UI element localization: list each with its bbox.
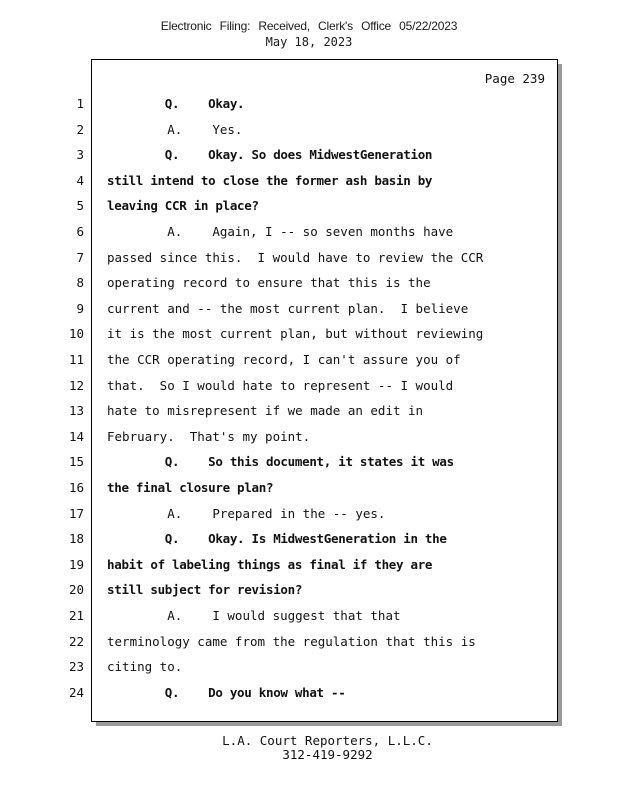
transcript-line: habit of labeling things as final if they are [107,557,433,572]
line-number: 8 [76,275,84,290]
line-number: 17 [68,506,84,521]
line-number: 4 [76,173,84,188]
deposition-date: May 18, 2023 [265,35,353,49]
line-number: 21 [68,608,84,623]
transcript-line: terminology came from the regulation that this is [107,634,476,649]
transcript-line: it is the most current plan, but without reviewing [107,326,484,341]
line-number: 19 [68,557,84,572]
transcript-line: A. Prepared in the -- yes. [107,506,386,521]
line-number: 22 [68,634,84,649]
transcript-line: February. That's my point. [107,429,311,444]
transcript-line: citing to. [107,659,183,674]
reporter-company: L.A. Court Reporters, L.L.C. [222,733,433,748]
line-number: 11 [68,352,84,367]
transcript-line: A. I would suggest that that [107,608,401,623]
transcript-line: passed since this. I would have to review the CCR [107,250,484,265]
line-number: 16 [68,480,84,495]
page-number: Page 239 [484,71,545,86]
reporter-phone: 312-419-9292 [282,747,373,762]
transcript-line: current and -- the most current plan. I believe [107,301,469,316]
transcript-line: A. Again, I -- so seven months have [107,224,454,239]
transcript-line: the CCR operating record, I can't assure you of [107,352,461,367]
transcript-line: Q. Okay. So does MidwestGeneration [107,147,433,162]
line-number: 2 [76,122,84,137]
transcript-line: Q. Okay. Is MidwestGeneration in the [107,531,447,546]
transcript-line: still subject for revision? [107,582,303,597]
transcript-line: leaving CCR in place? [107,198,259,213]
transcript-line: that. So I would hate to represent -- I would [107,378,454,393]
transcript-line: A. Yes. [107,122,243,137]
line-number: 18 [68,531,84,546]
line-number: 3 [76,147,84,162]
line-number: 1 [76,96,84,111]
transcript-line: Q. Okay. [107,96,245,111]
line-number: 23 [68,659,84,674]
line-number: 15 [68,454,84,469]
line-number: 13 [68,403,84,418]
transcript-line: the final closure plan? [107,480,274,495]
line-number: 24 [68,685,84,700]
transcript-line: Q. So this document, it states it was [107,454,454,469]
transcript-line: Q. Do you know what -- [107,685,346,700]
line-number: 7 [76,250,84,265]
line-number: 6 [76,224,84,239]
line-number: 12 [68,378,84,393]
line-number: 20 [68,582,84,597]
line-number: 9 [76,301,84,316]
transcript-line: operating record to ensure that this is the [107,275,431,290]
line-number: 14 [68,429,84,444]
transcript-line: hate to misrepresent if we made an edit in [107,403,424,418]
line-number: 5 [76,198,84,213]
filing-stamp: Electronic Filing: Received, Clerk's Office 05/22/2023 [160,19,458,33]
transcript-line: still intend to close the former ash basin by [107,173,433,188]
line-number: 10 [68,326,84,341]
